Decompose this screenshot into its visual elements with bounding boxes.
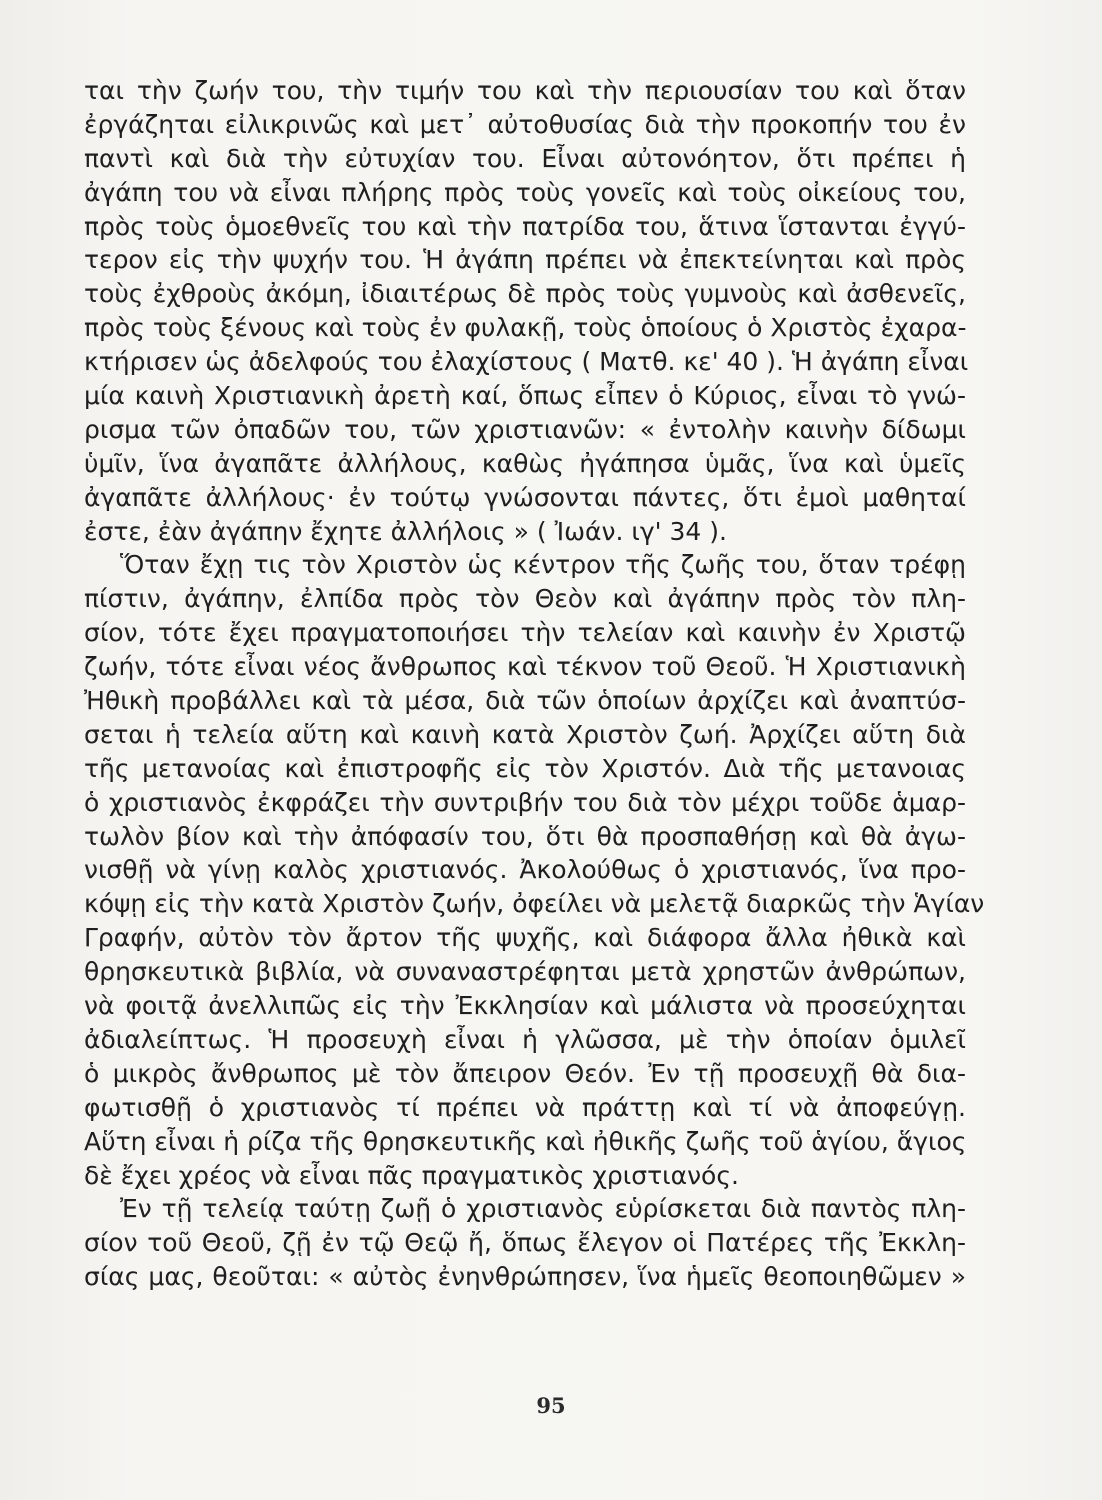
- text-line: σίας μας, θεοῦται: « αὐτὸς ἐνηνθρώπησεν, ἵνα ἡμεῖς θεοποιηθῶμεν »: [84, 1262, 966, 1292]
- text-line: σίον τοῦ Θεοῦ, ζῇ ἐν τῷ Θεῷ ἤ, ὅπως ἔλεγον οἱ Πατέρες τῆς Ἐκκλη-: [84, 1228, 966, 1258]
- body-text: [84, 74, 985, 1294]
- text-line: ἀγαπᾶτε ἀλλήλους· ἐν τούτῳ γνώσονται πάντες, ὅτι ἐμοὶ μαθηταί: [84, 482, 966, 512]
- text-line: σίον, τότε ἔχει πραγματοποιήσει τὴν τελείαν καὶ καινὴν ἐν Χριστῷ: [84, 618, 966, 648]
- text-line: τερον εἰς τὴν ψυχήν του. Ἡ ἀγάπη πρέπει νὰ ἐπεκτείνηται καὶ πρὸς: [84, 245, 966, 275]
- text-line: ζωήν, τότε εἶναι νέος ἄνθρωπος καὶ τέκνον τοῦ Θεοῦ. Ἡ Χριστιανικὴ: [84, 652, 966, 682]
- text-line: Γραφήν, αὐτὸν τὸν ἄρτον τῆς ψυχῆς, καὶ διάφορα ἄλλα ἠθικὰ καὶ: [84, 923, 966, 953]
- text-line: πίστιν, ἀγάπην, ἐλπίδα πρὸς τὸν Θεὸν καὶ ἀγάπην πρὸς τὸν πλη-: [84, 584, 966, 614]
- text-line: τωλὸν βίον καὶ τὴν ἀπόφασίν του, ὅτι θὰ προσπαθήσῃ καὶ θὰ ἀγω-: [84, 821, 966, 851]
- text-line: ἀδιαλείπτως. Ἡ προσευχὴ εἶναι ἡ γλῶσσα, μὲ τὴν ὁποίαν ὁμιλεῖ: [84, 1024, 966, 1054]
- text-line: φωτισθῇ ὁ χριστιανὸς τί πρέπει νὰ πράττῃ καὶ τί νὰ ἀποφεύγῃ.: [84, 1092, 966, 1122]
- text-line: πρὸς τοὺς ξένους καὶ τοὺς ἐν φυλακῇ, τοὺς ὁποίους ὁ Χριστὸς ἐχαρα-: [84, 313, 967, 343]
- text-line: κόψῃ εἰς τὴν κατὰ Χριστὸν ζωήν, ὀφείλει νὰ μελετᾷ διαρκῶς τὴν Ἁγίαν: [84, 889, 985, 919]
- text-line: τῆς μετανοίας καὶ ἐπιστροφῆς εἰς τὸν Χριστόν. Διὰ τῆς μετανοιας: [84, 753, 966, 783]
- text-line: τοὺς ἐχθροὺς ἀκόμη, ἰδιαιτέρως δὲ πρὸς τοὺς γυμνοὺς καὶ ἀσθενεῖς,: [84, 279, 966, 309]
- text-line: ὁ μικρὸς ἄνθρωπος μὲ τὸν ἄπειρον Θεόν. Ἐν τῇ προσευχῇ θὰ δια-: [84, 1058, 966, 1088]
- text-line: μία καινὴ Χριστιανικὴ ἀρετὴ καί, ὅπως εἶπεν ὁ Κύριος, εἶναι τὸ γνώ-: [84, 381, 966, 411]
- text-line: νὰ φοιτᾷ ἀνελλιπῶς εἰς τὴν Ἐκκλησίαν καὶ μάλιστα νὰ προσεύχηται: [84, 991, 966, 1021]
- text-line: ὑμῖν, ἵνα ἀγαπᾶτε ἀλλήλους, καθὼς ἠγάπησα ὑμᾶς, ἵνα καὶ ὑμεῖς: [84, 448, 966, 478]
- text-line: ται τὴν ζωήν του, τὴν τιμήν του καὶ τὴν περιουσίαν του καὶ ὅταν: [84, 76, 966, 105]
- text-line: πρὸς τοὺς ὁμοεθνεῖς του καὶ τὴν πατρίδα του, ἅτινα ἵστανται ἐγγύ-: [84, 211, 966, 241]
- text-line: Ὅταν ἔχῃ τις τὸν Χριστὸν ὡς κέντρον τῆς ζωῆς του, ὅταν τρέφῃ: [120, 550, 966, 580]
- text-line: δὲ ἔχει χρέος νὰ εἶναι πᾶς πραγματικὸς χριστιανός.: [84, 1160, 739, 1190]
- text-line: ἐργάζηται εἰλικρινῶς καὶ μετ᾽ αὐτοθυσίας διὰ τὴν προκοπήν του ἐν: [84, 109, 966, 139]
- text-line: ρισμα τῶν ὀπαδῶν του, τῶν χριστιανῶν: « ἐντολὴν καινὴν δίδωμι: [84, 414, 966, 444]
- text-line: ἀγάπη του νὰ εἶναι πλήρης πρὸς τοὺς γονεῖς καὶ τοὺς οἰκείους του,: [84, 177, 966, 207]
- text-line: σεται ἡ τελεία αὕτη καὶ καινὴ κατὰ Χριστὸν ζωή. Ἀρχίζει αὕτη διὰ: [84, 719, 966, 749]
- text-line: ὁ χριστιανὸς ἐκφράζει τὴν συντριβήν του διὰ τὸν μέχρι τοῦδε ἁμαρ-: [84, 787, 966, 817]
- text-line: νισθῇ νὰ γίνῃ καλὸς χριστιανός. Ἀκολούθως ὁ χριστιανός, ἵνα προ-: [84, 855, 966, 885]
- text-line: θρησκευτικὰ βιβλία, νὰ συναναστρέφηται μετὰ χρηστῶν ἀνθρώπων,: [84, 957, 966, 987]
- text-line: Ἐν τῇ τελείᾳ ταύτῃ ζωῇ ὁ χριστιανὸς εὑρίσκεται διὰ παντὸς πλη-: [120, 1194, 966, 1224]
- text-line: παντὶ καὶ διὰ τὴν εὐτυχίαν του. Εἶναι αὐτονόητον, ὅτι πρέπει ἡ: [84, 143, 966, 173]
- text-line: Ἠθικὴ προβάλλει καὶ τὰ μέσα, διὰ τῶν ὁποίων ἀρχίζει καὶ ἀναπτύσ-: [84, 686, 966, 716]
- text-line: κτήρισεν ὡς ἀδελφούς του ἐλαχίστους ( Ματθ. κε' 40 ). Ἡ ἀγάπη εἶναι: [84, 347, 969, 377]
- text-line: Αὕτη εἶναι ἡ ρίζα τῆς θρησκευτικῆς καὶ ἠθικῆς ζωῆς τοῦ ἁγίου, ἅγιος: [84, 1126, 967, 1156]
- page-number: 95: [536, 1393, 566, 1418]
- text-line: ἐστε, ἐὰν ἀγάπην ἔχητε ἀλλήλοις » ( Ἰωάν. ιγ' 34 ).: [84, 516, 727, 546]
